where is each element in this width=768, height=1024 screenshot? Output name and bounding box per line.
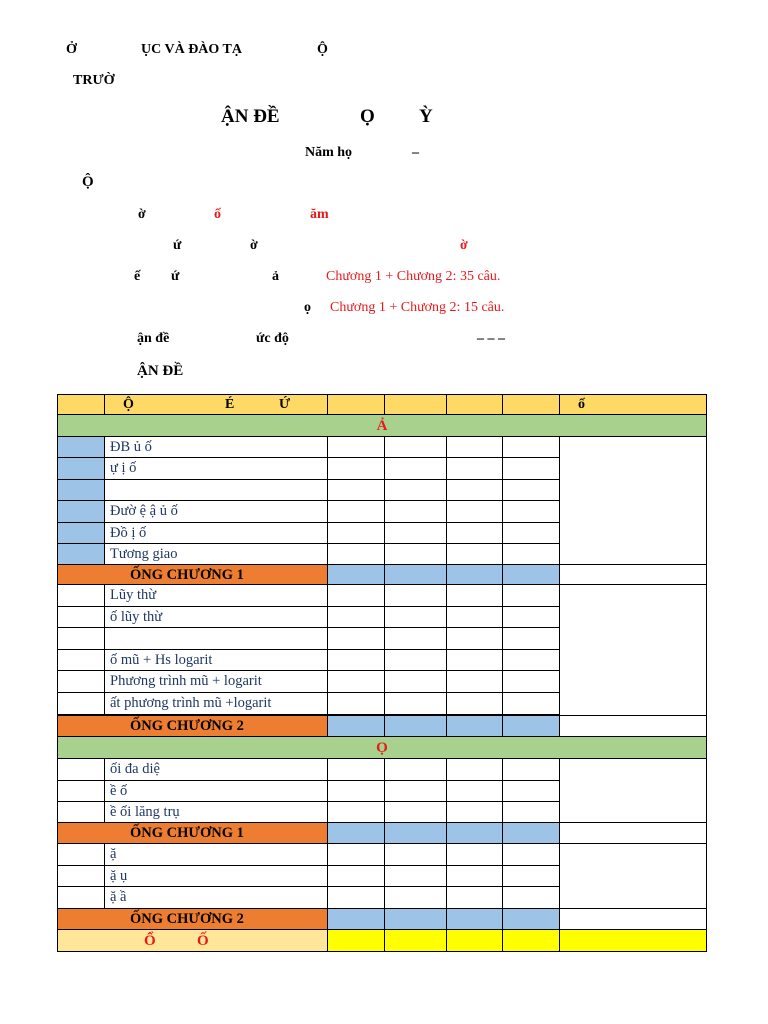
subtotal-chapter1-label: ỐNG CHƯƠNG 1	[57, 564, 328, 585]
level-cell-3	[446, 758, 503, 781]
row-marker-cell	[57, 500, 105, 522]
level-cell-2	[384, 670, 447, 693]
topic-cell: ố lũy thừ	[104, 606, 328, 629]
header-level-3	[446, 394, 503, 415]
level-cell-4	[502, 436, 560, 458]
level-cell-1	[327, 780, 385, 803]
header-level-1	[327, 394, 385, 415]
header-cell-blank	[57, 394, 105, 415]
info-line5-dashes: – – –	[477, 331, 505, 346]
level-cell-1	[327, 627, 385, 650]
subtotal-total-cell	[559, 715, 707, 737]
row-marker-cell	[57, 543, 105, 565]
subtotal-level-cell-1	[327, 929, 385, 952]
level-cell-2	[384, 500, 447, 522]
topic-cell	[104, 627, 328, 650]
subtotal-level-cell-3	[446, 564, 503, 585]
row-marker-cell	[57, 801, 105, 824]
level-cell-4	[502, 865, 560, 888]
topic-cell: ất phương trình mũ +logarit	[104, 692, 328, 715]
level-cell-2	[384, 865, 447, 888]
mcq-count-value: Chương 1 + Chương 2: 35 câu.	[326, 269, 501, 284]
level-cell-4	[502, 584, 560, 607]
total-cell	[559, 758, 707, 823]
level-cell-4	[502, 692, 560, 715]
level-cell-4	[502, 457, 560, 479]
level-cell-4	[502, 670, 560, 693]
level-cell-2	[384, 801, 447, 824]
info-line2-b: ờ	[250, 238, 258, 253]
level-cell-2	[384, 436, 447, 458]
level-cell-3	[446, 500, 503, 522]
level-cell-4	[502, 522, 560, 544]
topic-cell	[104, 479, 328, 501]
level-cell-1	[327, 584, 385, 607]
level-cell-3	[446, 479, 503, 501]
level-cell-4	[502, 606, 560, 629]
subtotal-level-cell-2	[384, 908, 447, 930]
essay-count-value: Chương 1 + Chương 2: 15 câu.	[330, 300, 505, 315]
topic-cell: ối đa diệ	[104, 758, 328, 781]
level-cell-3	[446, 692, 503, 715]
part2-row	[57, 736, 707, 759]
level-cell-2	[384, 543, 447, 565]
level-cell-3	[446, 843, 503, 866]
dept-name: ỤC VÀ ĐÀO TẠ	[141, 42, 242, 57]
row-marker-cell	[57, 479, 105, 501]
row-marker-cell	[57, 522, 105, 544]
topic-cell: ự ị ố	[104, 457, 328, 479]
level-cell-1	[327, 457, 385, 479]
row-marker-cell	[57, 780, 105, 803]
level-cell-3	[446, 649, 503, 672]
level-cell-2	[384, 522, 447, 544]
level-cell-3	[446, 865, 503, 888]
exam-matrix-table	[57, 394, 707, 952]
level-cell-1	[327, 479, 385, 501]
row-marker-cell	[57, 649, 105, 672]
row-marker-cell	[57, 670, 105, 693]
subtotal-level-cell-4	[502, 908, 560, 930]
subtotal-level-cell-1	[327, 715, 385, 737]
subtotal-total-cell	[559, 564, 707, 585]
doc-title-part2: Ọ	[360, 106, 375, 127]
subtotal-level-cell-4	[502, 822, 560, 844]
level-cell-4	[502, 649, 560, 672]
info-line1-b: ố	[214, 207, 221, 222]
subtotal-level-cell-1	[327, 564, 385, 585]
level-cell-2	[384, 627, 447, 650]
header-topic-label-3: Ứ	[279, 397, 291, 412]
info-line3-b: ứ	[171, 269, 180, 284]
level-cell-2	[384, 649, 447, 672]
part1-label: Ả	[376, 418, 388, 434]
total-cell	[559, 843, 707, 909]
level-cell-3	[446, 801, 503, 824]
level-cell-3	[446, 522, 503, 544]
info-line1-a: ờ	[138, 207, 146, 222]
subtotal-part2-chapter1-label: ỐNG CHƯƠNG 1	[57, 822, 328, 844]
level-cell-1	[327, 522, 385, 544]
level-cell-1	[327, 843, 385, 866]
row-marker-cell	[57, 457, 105, 479]
topic-cell: Đườ ệ ậ ủ ố	[104, 500, 328, 522]
subtotal-level-cell-3	[446, 822, 503, 844]
topic-cell: Tương giao	[104, 543, 328, 565]
subtotal-total-cell	[559, 908, 707, 930]
info-line1-c: ăm	[310, 207, 329, 222]
row-marker-cell	[57, 436, 105, 458]
topic-cell: ặ ầ	[104, 886, 328, 909]
level-cell-2	[384, 584, 447, 607]
level-cell-1	[327, 500, 385, 522]
level-cell-2	[384, 606, 447, 629]
row-marker-cell	[57, 886, 105, 909]
row-marker-cell	[57, 843, 105, 866]
topic-cell: ề ố	[104, 780, 328, 803]
grand-total-label-b: Ố	[197, 933, 209, 949]
level-cell-3	[446, 886, 503, 909]
subtotal-part2-chapter2-label: ỐNG CHƯƠNG 2	[57, 908, 328, 930]
part2-label: Ọ	[376, 740, 388, 756]
level-cell-3	[446, 543, 503, 565]
school-year-label: Năm họ	[305, 145, 353, 160]
header-cell-topic	[104, 394, 328, 415]
row-marker-cell	[57, 692, 105, 715]
level-cell-1	[327, 606, 385, 629]
info-line5-a: ận đề	[137, 331, 170, 346]
school-year-dash: –	[412, 145, 419, 160]
level-cell-1	[327, 886, 385, 909]
level-cell-3	[446, 780, 503, 803]
part1-row	[57, 414, 707, 437]
row-marker-cell	[57, 606, 105, 629]
level-cell-1	[327, 758, 385, 781]
subtotal-chapter2-label: ỐNG CHƯƠNG 2	[57, 715, 328, 737]
subtotal-level-cell-4	[502, 564, 560, 585]
dept-right: Ộ	[317, 42, 328, 57]
info-line2-c: ờ	[460, 238, 468, 253]
subtotal-level-cell-2	[384, 715, 447, 737]
topic-cell: ặ ụ	[104, 865, 328, 888]
row-marker-cell	[57, 865, 105, 888]
level-cell-2	[384, 843, 447, 866]
subtotal-level-cell-2	[384, 564, 447, 585]
header-topic-label: Ộ	[123, 397, 134, 412]
level-cell-3	[446, 584, 503, 607]
level-cell-4	[502, 500, 560, 522]
topic-cell: Đồ ị ố	[104, 522, 328, 544]
level-cell-2	[384, 758, 447, 781]
subtotal-level-cell-1	[327, 822, 385, 844]
topic-cell: Lũy thừ	[104, 584, 328, 607]
level-cell-1	[327, 670, 385, 693]
level-cell-1	[327, 436, 385, 458]
matrix-heading: ẬN ĐỀ	[137, 363, 184, 379]
info-line5-b: ức độ	[256, 331, 289, 346]
level-cell-2	[384, 692, 447, 715]
level-cell-4	[502, 801, 560, 824]
header-total	[559, 394, 707, 415]
level-cell-4	[502, 886, 560, 909]
level-cell-2	[384, 479, 447, 501]
level-cell-3	[446, 606, 503, 629]
grand-total-label-a: Ổ	[144, 933, 156, 949]
school-name: TRƯỜ	[73, 73, 115, 88]
level-cell-1	[327, 865, 385, 888]
level-cell-4	[502, 627, 560, 650]
info-line3-a: ế	[134, 269, 141, 284]
topic-cell: Phương trình mũ + logarit	[104, 670, 328, 693]
level-cell-2	[384, 886, 447, 909]
level-cell-1	[327, 649, 385, 672]
level-cell-2	[384, 457, 447, 479]
topic-cell: ặ	[104, 843, 328, 866]
subtotal-level-cell-3	[446, 929, 503, 952]
header-level-4	[502, 394, 560, 415]
level-cell-4	[502, 758, 560, 781]
grand-total-label-cell	[57, 929, 328, 952]
level-cell-3	[446, 670, 503, 693]
subtotal-level-cell-3	[446, 715, 503, 737]
subtotal-level-cell-2	[384, 929, 447, 952]
topic-cell: ố mũ + Hs logarit	[104, 649, 328, 672]
level-cell-3	[446, 436, 503, 458]
topic-cell: ĐB ủ ố	[104, 436, 328, 458]
level-cell-4	[502, 843, 560, 866]
total-cell	[559, 436, 707, 565]
level-cell-2	[384, 780, 447, 803]
info-line3-c: ả	[272, 269, 279, 284]
header-level-2	[384, 394, 447, 415]
level-cell-3	[446, 457, 503, 479]
row-marker-cell	[57, 758, 105, 781]
topic-cell: ề ối lăng trụ	[104, 801, 328, 824]
subtotal-level-cell-1	[327, 908, 385, 930]
total-cell	[559, 584, 707, 716]
subtotal-level-cell-4	[502, 929, 560, 952]
header-topic-label-2: É	[225, 397, 235, 412]
doc-title-part3: Ỳ	[419, 106, 433, 127]
info-line2-a: ứ	[173, 238, 182, 253]
subtotal-level-cell-2	[384, 822, 447, 844]
row-marker-cell	[57, 584, 105, 607]
level-cell-3	[446, 627, 503, 650]
level-cell-4	[502, 479, 560, 501]
header-total-label: ố	[578, 397, 585, 412]
subtotal-total-cell	[559, 929, 707, 952]
subtotal-level-cell-3	[446, 908, 503, 930]
level-cell-1	[327, 801, 385, 824]
level-cell-4	[502, 543, 560, 565]
level-cell-1	[327, 692, 385, 715]
subtotal-level-cell-4	[502, 715, 560, 737]
info-line4-a: ọ	[304, 300, 311, 315]
subtotal-total-cell	[559, 822, 707, 844]
doc-title-part1: ẬN ĐỀ	[221, 106, 280, 127]
section-heading: Ộ	[82, 174, 94, 190]
dept-left: Ở	[66, 42, 77, 57]
level-cell-1	[327, 543, 385, 565]
level-cell-4	[502, 780, 560, 803]
row-marker-cell	[57, 627, 105, 650]
